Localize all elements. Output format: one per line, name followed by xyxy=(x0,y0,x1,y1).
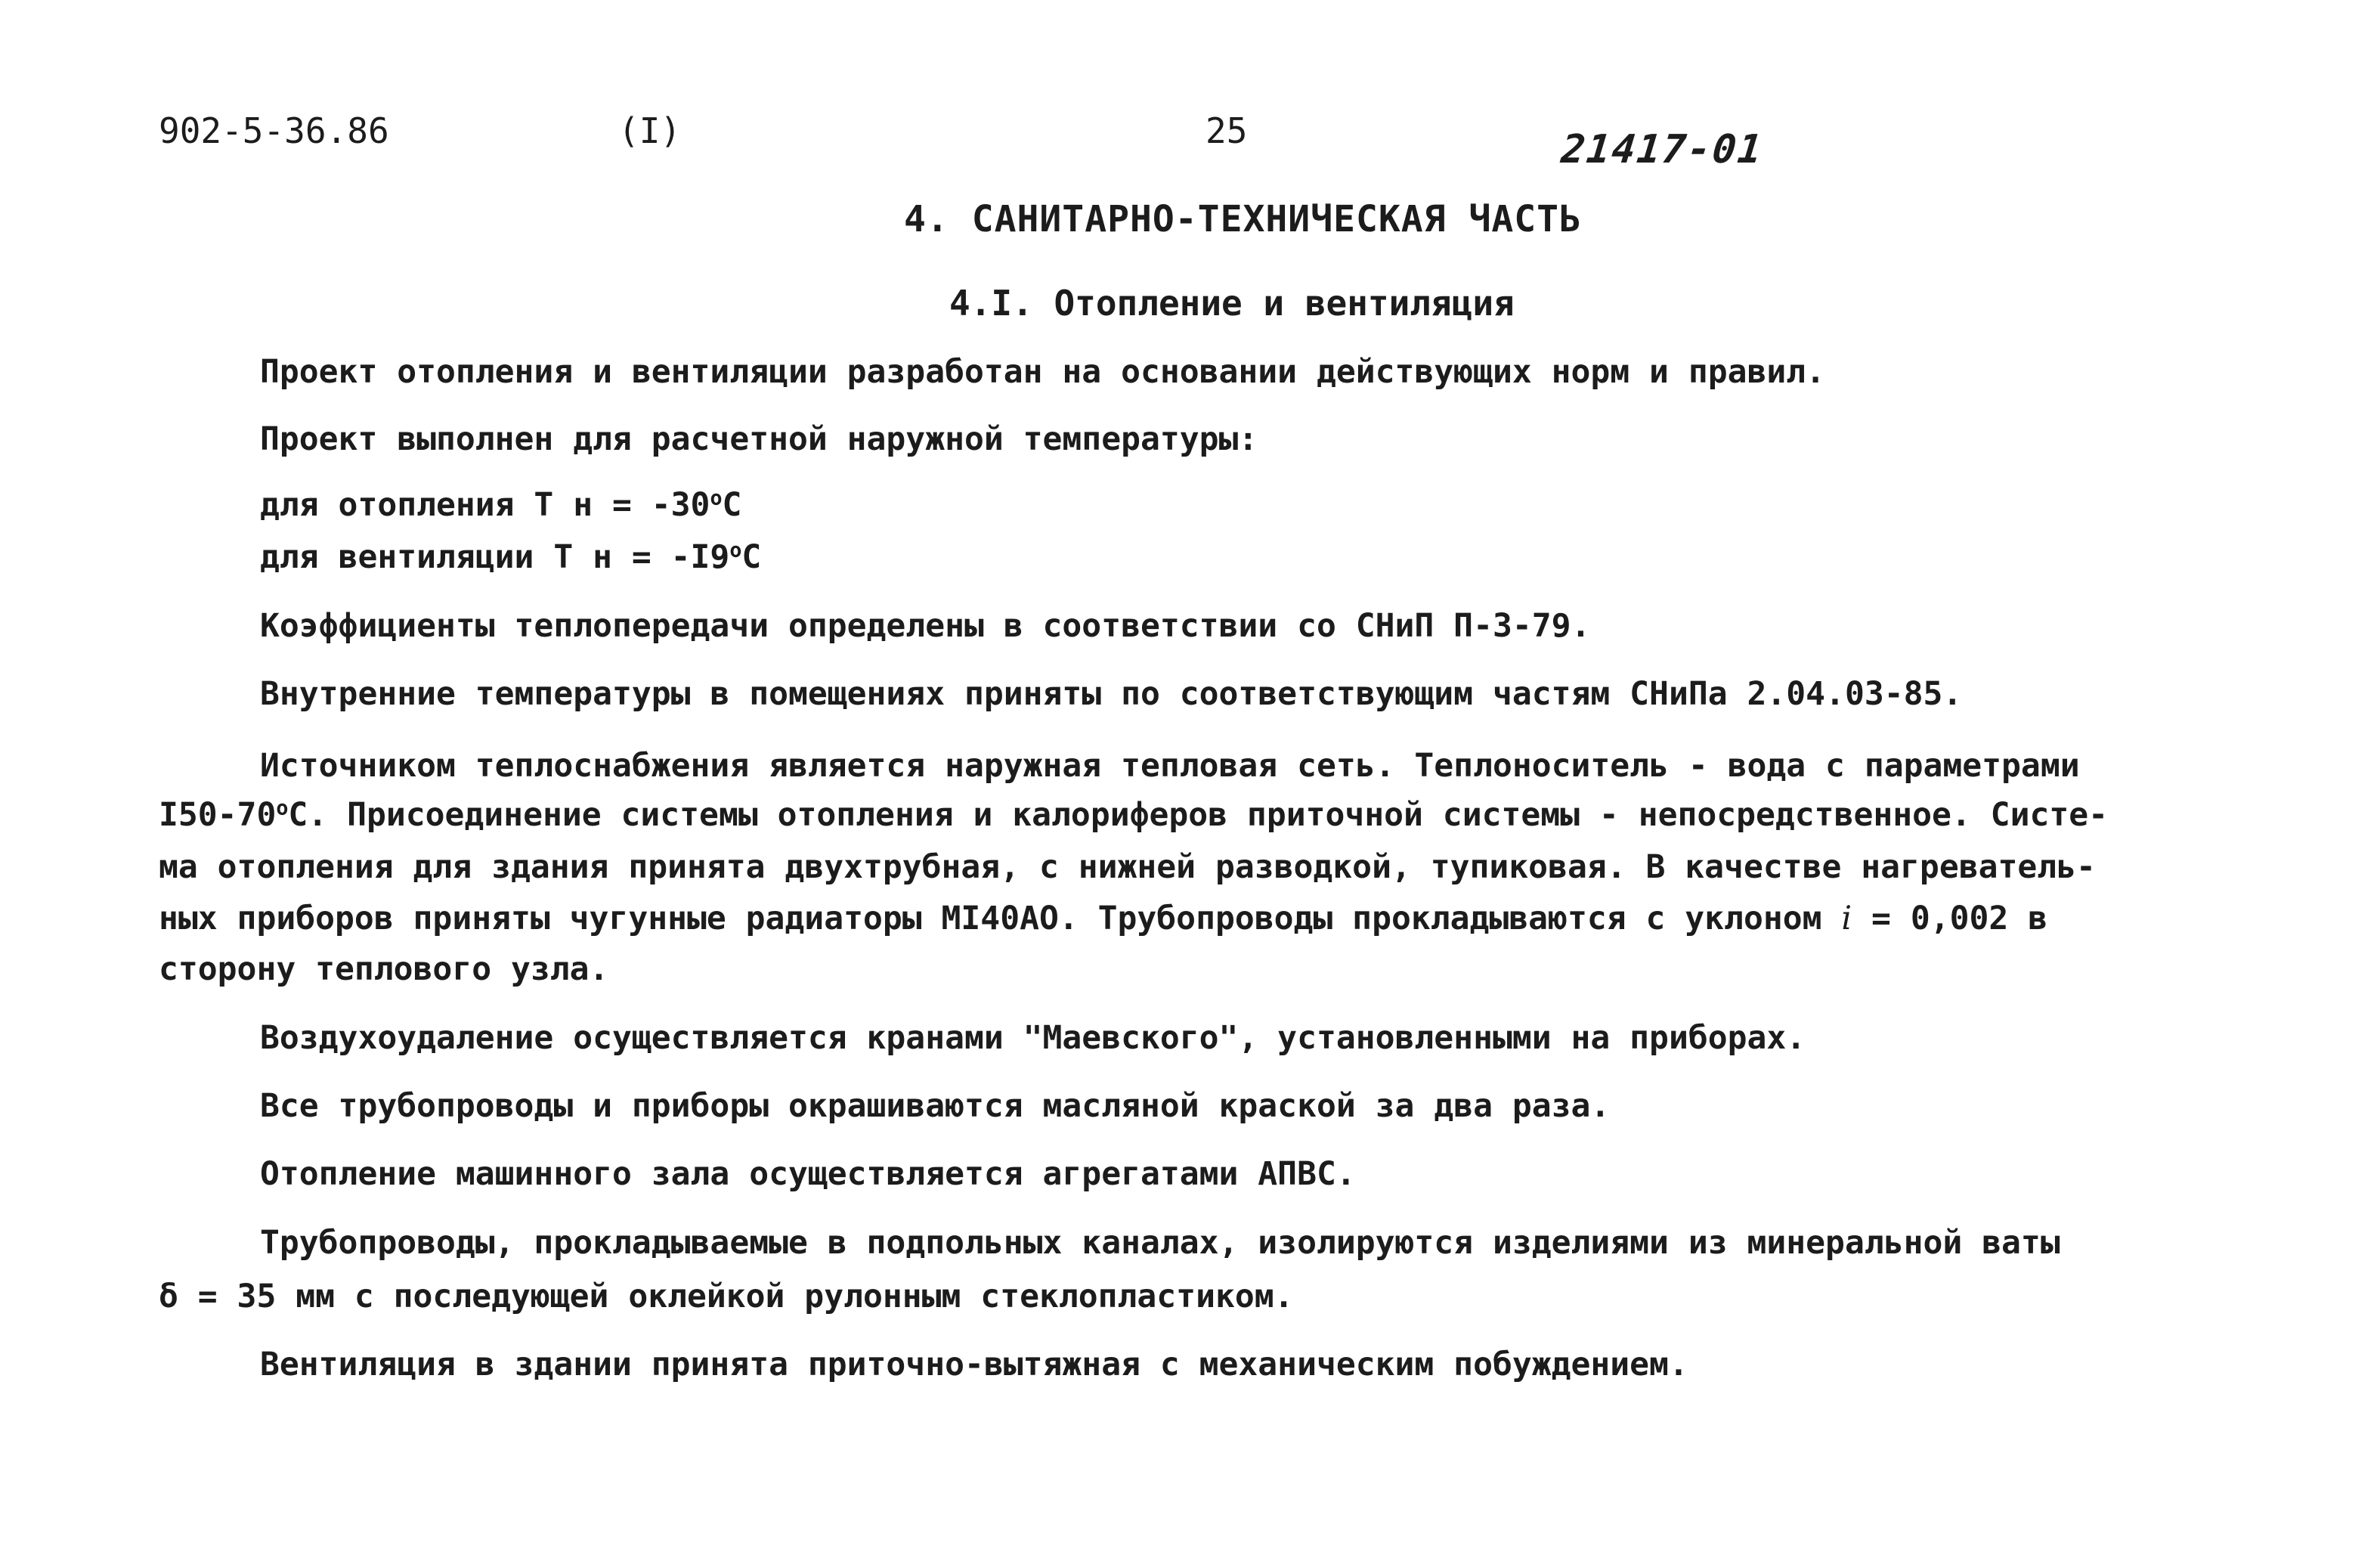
paragraph-internal-temperatures: Внутренние температуры в помещениях приняты по соответствующим частям СНиПа 2.04.03-85. xyxy=(260,675,1963,713)
paragraph-machine-room-heating: Отопление машинного зала осуществляется агрегатами АПВС. xyxy=(260,1155,1356,1193)
paragraph-norms: Проект отопления и вентиляции разработан на основании действующих норм и правил. xyxy=(260,353,1826,391)
paragraph-heat-source-line-4 xyxy=(159,900,2047,937)
degree-sign: о xyxy=(276,796,289,820)
degree-sign: о xyxy=(729,538,742,562)
slope-value: = 0,002 в xyxy=(1852,900,2048,937)
celsius-unit: С xyxy=(741,538,762,576)
paragraph-heat-source-line-1: Источником теплоснабжения является наружная тепловая сеть. Теплоноситель - вода с параметрами xyxy=(260,747,2080,785)
page-number: 25 xyxy=(1205,110,1248,151)
degree-sign: о xyxy=(710,486,723,510)
paragraph-design-temperature: Проект выполнен для расчетной наружной температуры: xyxy=(260,420,1258,458)
section-title: 4. САНИТАРНО-ТЕХНИЧЕСКАЯ ЧАСТЬ xyxy=(904,198,1582,240)
ventilation-temperature-text: для вентиляции Т н = -I9 xyxy=(260,538,730,576)
heating-temperature-text: для отопления Т н = -30 xyxy=(260,486,710,524)
connection-text: С. Присоединение системы отопления и калориферов приточной системы - непосредственное. Систе- xyxy=(288,796,2109,834)
paragraph-heat-source-line-2 xyxy=(159,796,2108,834)
celsius-unit: С xyxy=(722,486,742,524)
subsection-title: 4.I. Отопление и вентиляция xyxy=(949,283,1515,324)
paragraph-ventilation-type: Вентиляция в здании принята приточно-вытяжная с механическим побуждением. xyxy=(260,1346,1688,1383)
document-code: 902-5-36.86 xyxy=(159,110,389,151)
handwritten-inventory-number: 21417-01 xyxy=(1558,127,1766,172)
paragraph-heat-source-line-5: сторону теплового узла. xyxy=(159,950,609,988)
ventilation-temperature-line xyxy=(260,538,761,576)
issue-number: (I) xyxy=(618,110,682,151)
paragraph-heat-source-line-3: ма отопления для здания принята двухтрубная, с нижней разводкой, тупиковая. В качестве нагреватель- xyxy=(159,848,2096,886)
paragraph-air-removal: Воздухоудаление осуществляется кранами "Маевского", установленными на приборах. xyxy=(260,1019,1806,1057)
paragraph-insulation-line-2: δ = 35 мм с последующей оклейкой рулонным стеклопластиком. xyxy=(159,1278,1294,1315)
paragraph-painting: Все трубопроводы и приборы окрашиваются масляной краской за два раза. xyxy=(260,1087,1611,1125)
heating-temperature-line xyxy=(260,486,741,524)
paragraph-heat-transfer: Коэффициенты теплопередачи определены в соответствии со СНиП П-3-79. xyxy=(260,607,1591,645)
paragraph-insulation-line-1: Трубопроводы, прокладываемые в подпольных каналах, изолируются изделиями из минеральной ваты xyxy=(260,1224,2060,1262)
radiators-text: ных приборов приняты чугунные радиаторы МI40АО. Трубопроводы прокладываются с уклоном xyxy=(159,900,1842,937)
coolant-parameters: I50-70 xyxy=(159,796,277,834)
slope-symbol: i xyxy=(1841,900,1852,937)
